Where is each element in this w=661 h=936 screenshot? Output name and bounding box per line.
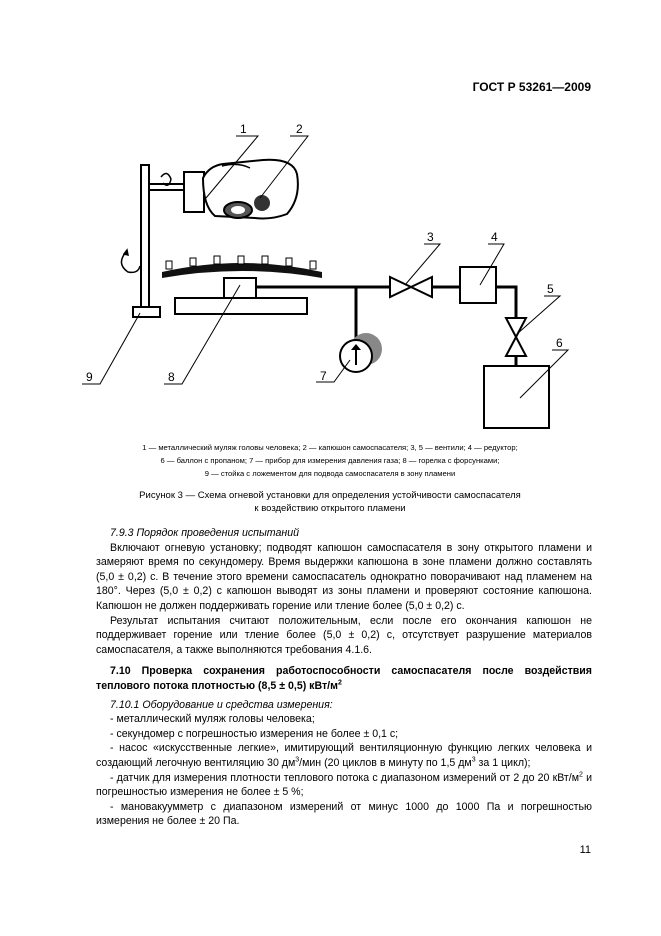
legend-line-3: 9 — стойка с ложементом для подвода самоспасателя в зону пламени — [204, 469, 456, 478]
propane-cylinder — [484, 366, 549, 428]
label-1: 1 — [240, 122, 247, 136]
label-6: 6 — [556, 336, 563, 350]
reducer — [460, 267, 496, 303]
standard-header: ГОСТ Р 53261—2009 — [472, 80, 591, 94]
list-item-2: - секундомер с погрешностью измерения не более ± 0,1 с; — [110, 727, 399, 740]
heading-7101: 7.10.1 Оборудование и средства измерения: — [110, 698, 333, 711]
valve-3 — [390, 277, 432, 297]
pressure-gauge — [340, 333, 382, 372]
body-text — [96, 526, 592, 829]
label-4: 4 — [491, 230, 498, 244]
valve-5 — [506, 318, 526, 356]
figure-caption — [80, 489, 580, 515]
burner-with-nozzles — [162, 256, 322, 314]
heading-710: 7.10 Проверка сохранения работоспособности самоспасателя после воздействия теплового потока плотностью (8,5 ± 0,5) кВт/$м^2$ — [96, 665, 592, 692]
legend-line-1: 1 — металлический муляж головы человека; 2 — капюшон самоспасателя; 3, 5 — вентили; 4 — редуктор; — [142, 443, 518, 452]
legend-line-2: 6 — баллон с пропаном; 7 — прибор для измерения давления газа; 8 — горелка с форсунками; — [160, 456, 500, 465]
label-2: 2 — [296, 122, 303, 136]
paragraph-793-1: Включают огневую установку; подводят капюшон самоспасателя в зону открытого пламени и замеряют время по секундомеру. Время выдержки капюшона в зоне пламени должно составлять (5,0 ± 0,2) с. В течение этого времени самоспасатель однократно поворачивают над пламенем на 180°. Через (5,0 ± 0,2) с капюшон выводят из зоны пламени и проверяют состояние капюшона. Капюшон не должен поддерживать горение или тление более (5,0 ± 0,2) с. — [96, 541, 592, 612]
caption-line-1: Рисунок 3 — Схема огневой установки для определения устойчивости самоспасателя — [139, 490, 521, 501]
label-3: 3 — [427, 230, 434, 244]
page-number: 11 — [579, 844, 591, 856]
diagram-labels — [86, 122, 563, 384]
list-item-3: - насос «искусственные легкие», имитирующий вентиляционную функцию легких человека и создающий легочную вентиляцию 30 $дм^3$/мин (20 циклов в минуту по 1,5 $дм^3$ за 1 цикл); — [96, 742, 592, 769]
list-item-1: - металлический муляж головы человека; — [110, 713, 315, 726]
list-item-5: - мановакуумметр с диапазоном измерений от минус 1000 до 1000 Па и погрешностью измерения не более ± 20 Па. — [96, 800, 592, 828]
dummy-head-with-hood — [203, 160, 298, 219]
paragraph-793-2: Результат испытания считают положительным, если после его окончания капюшон не поддерживает горение или тление более (5,0 ± 0,2) с, отсутствует разрушение материалов самоспасателя, а также выполняются требования 4.1.6. — [96, 614, 592, 656]
figure-legend — [80, 441, 580, 480]
heading-793: 7.9.3 Порядок проведения испытаний — [110, 527, 299, 539]
label-5: 5 — [547, 282, 554, 296]
stand-rack — [133, 165, 204, 317]
label-8: 8 — [168, 370, 175, 384]
label-7: 7 — [320, 369, 327, 383]
test-setup-diagram — [0, 0, 661, 440]
list-item-4: - датчик для измерения плотности теплового потока с диапазоном измерений от 2 до 20 кВт/$м^2$ и погрешностью измерения не более ± 5 %; — [96, 770, 592, 799]
caption-line-2: к воздействию открытого пламени — [254, 503, 406, 514]
label-9: 9 — [86, 370, 93, 384]
